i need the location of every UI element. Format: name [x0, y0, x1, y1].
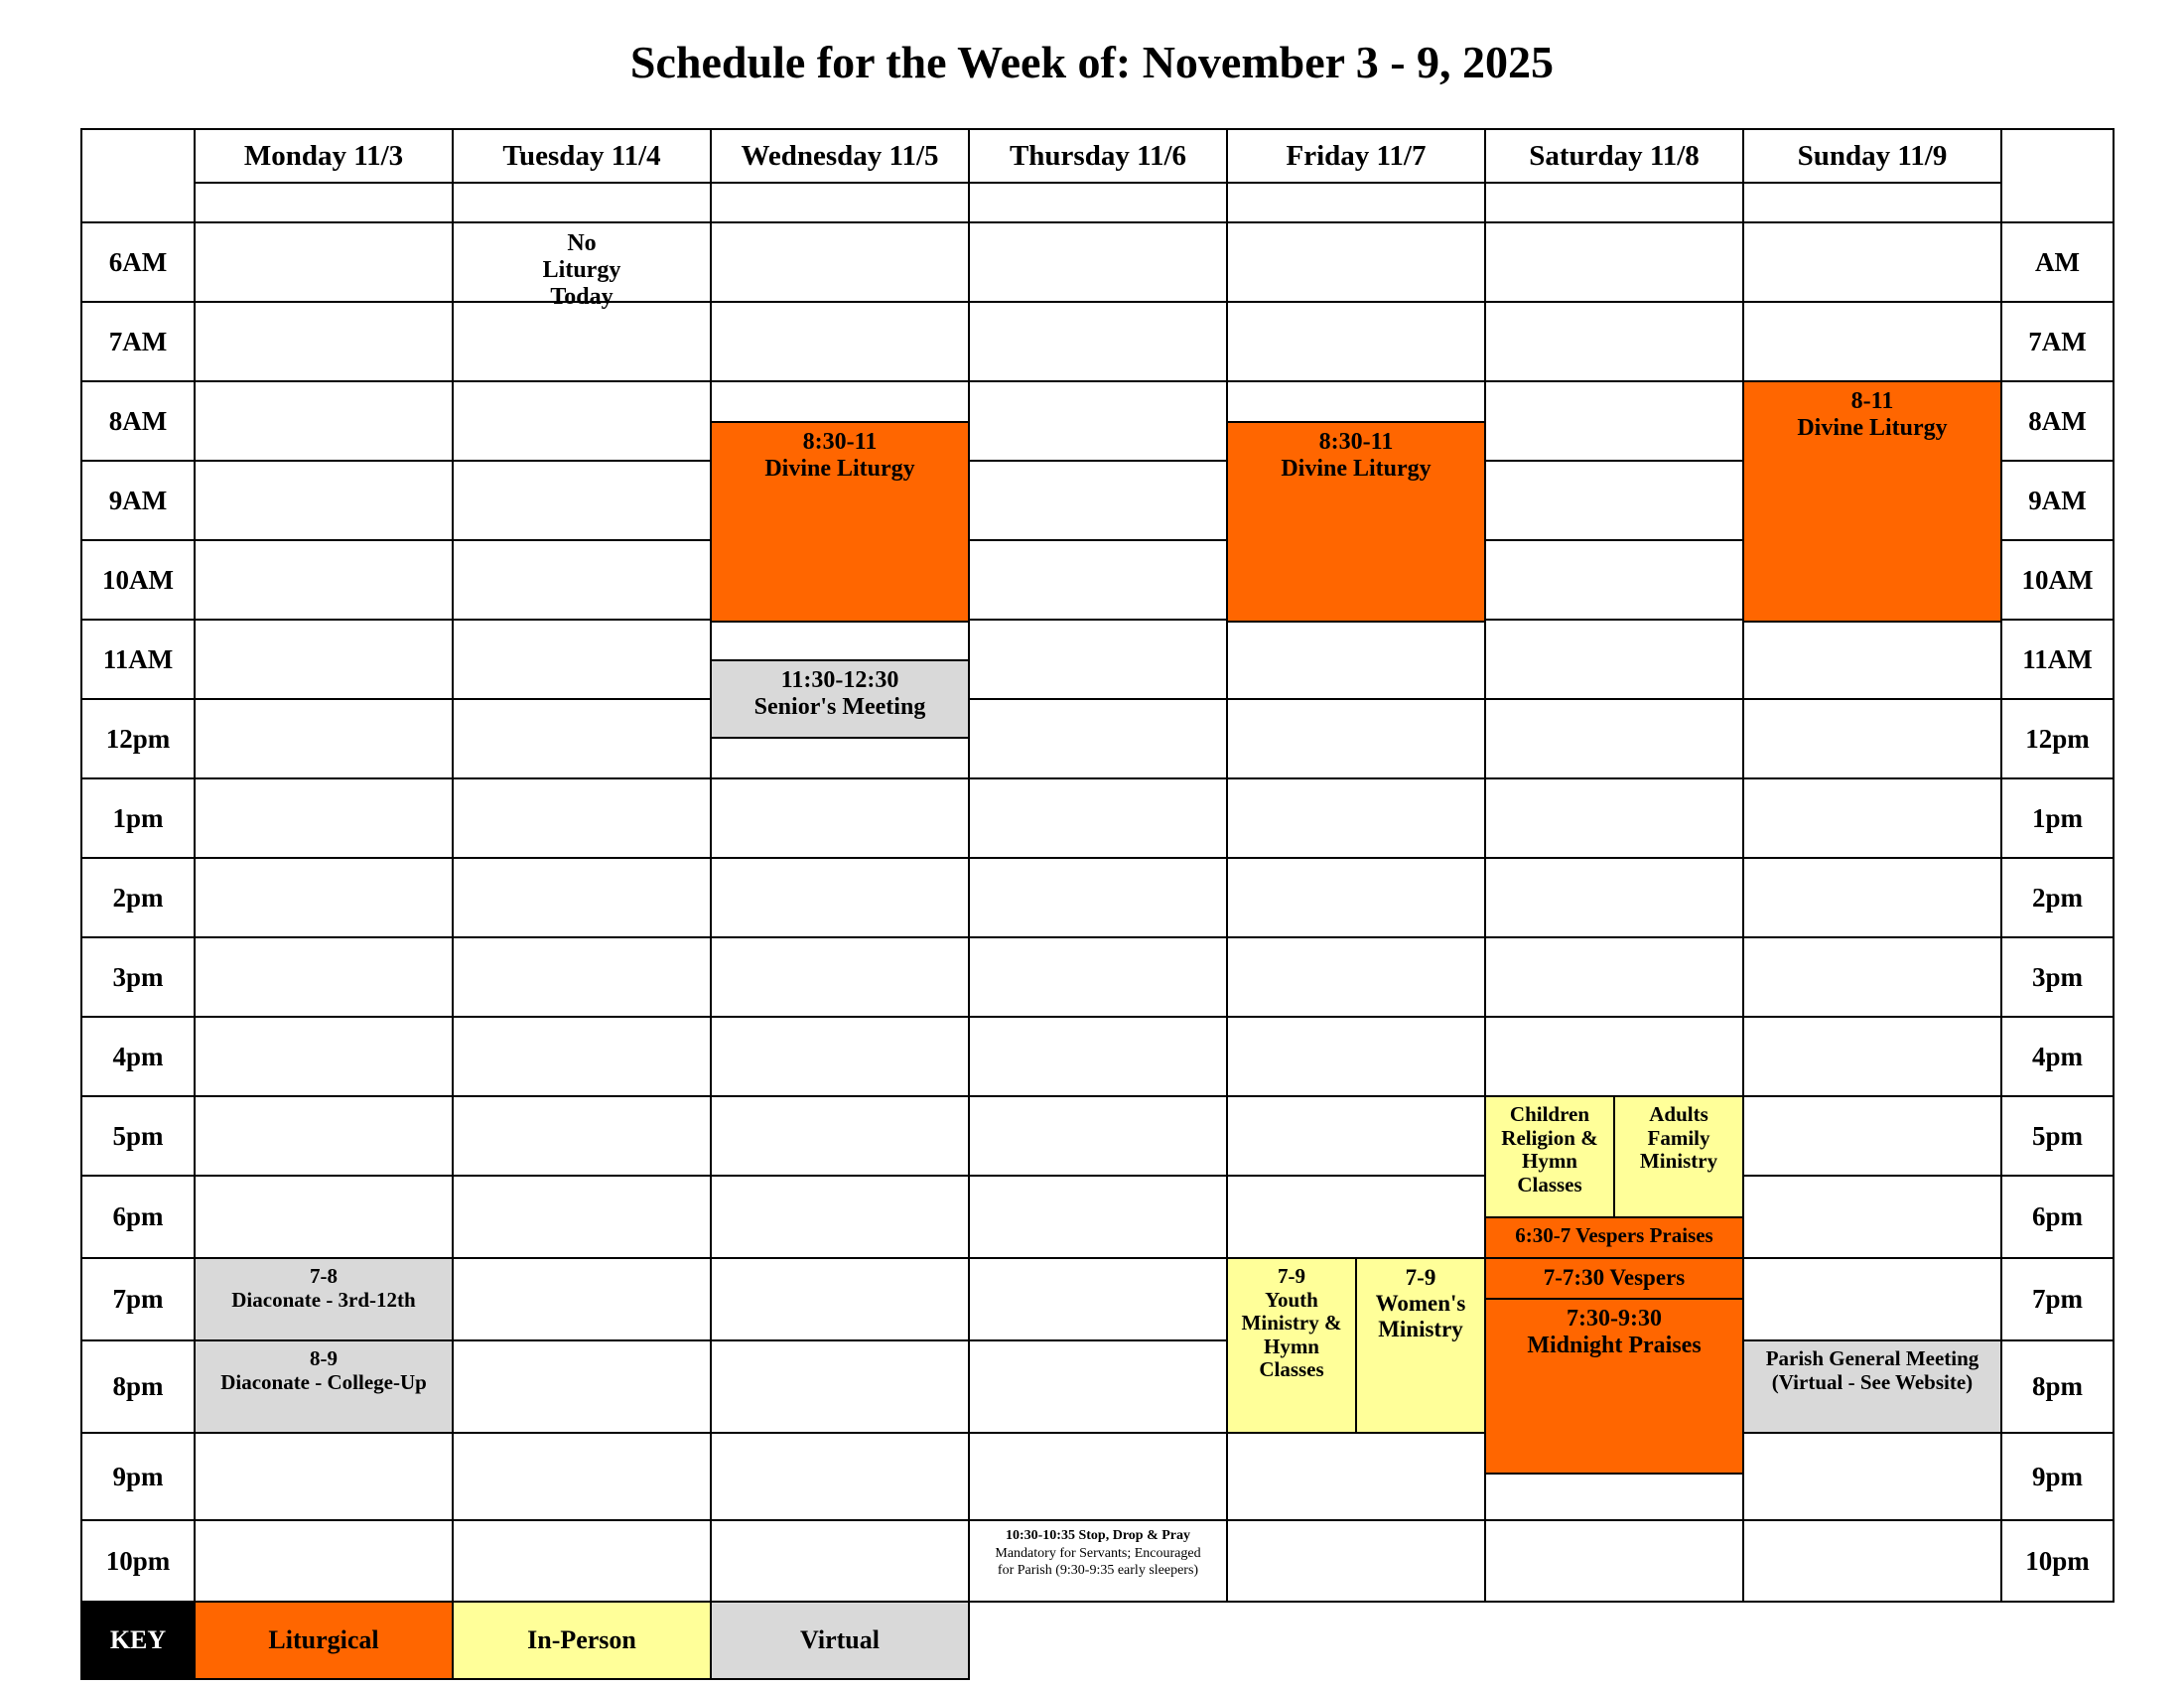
schedule-cell [1226, 1432, 1486, 1521]
schedule-cell [1226, 619, 1486, 700]
event-no-liturgy[interactable] [452, 224, 712, 344]
time-label-right: 7pm [2000, 1257, 2115, 1341]
schedule-cell [452, 1257, 712, 1341]
time-label-left: 10pm [80, 1519, 196, 1603]
time-label-left: 9AM [80, 460, 196, 541]
schedule-cell [452, 619, 712, 700]
schedule-cell [452, 1175, 712, 1259]
event-text-line: Religion & [1501, 1125, 1598, 1150]
event-text-line: Divine Liturgy [764, 455, 915, 482]
event-text-line: 7-9 [1405, 1265, 1436, 1290]
schedule-cell [1226, 1175, 1486, 1259]
time-label-right: 5pm [2000, 1095, 2115, 1177]
time-label-left: 10AM [80, 539, 196, 621]
event-text-line: 8-11 [1850, 388, 1894, 414]
schedule-cell [968, 1175, 1228, 1259]
time-label-right: 6pm [2000, 1175, 2115, 1259]
schedule-cell [968, 698, 1228, 779]
event-parish-meeting[interactable] [1742, 1339, 2002, 1434]
schedule-cell [194, 857, 454, 938]
event-text-line: Parish General Meeting [1765, 1346, 1979, 1370]
schedule-cell [194, 1095, 454, 1177]
schedule-cell [452, 1339, 712, 1434]
schedule-cell [1226, 1095, 1486, 1177]
schedule-cell [194, 221, 454, 303]
schedule-cell [1742, 221, 2002, 303]
schedule-cell [968, 221, 1228, 303]
time-label-right: 10AM [2000, 539, 2115, 621]
time-label-left: 4pm [80, 1016, 196, 1097]
event-text-line: 10:30-10:35 Stop, Drop & Pray [1005, 1528, 1190, 1543]
day-header: Friday 11/7 [1226, 128, 1486, 184]
event-text-line: Hymn [1521, 1149, 1577, 1174]
event-divine-liturgy-wed[interactable] [710, 421, 970, 623]
event-text-line: Youth [1265, 1287, 1318, 1312]
event-text-line: Women's [1375, 1290, 1466, 1316]
event-diaconate-3rd-12th[interactable] [194, 1257, 454, 1341]
key-liturgical: Liturgical [194, 1601, 454, 1680]
time-label-right: 3pm [2000, 936, 2115, 1018]
schedule-cell [710, 1519, 970, 1603]
schedule-cell [1484, 619, 1744, 700]
schedule-cell [194, 1016, 454, 1097]
day-subheader [1484, 182, 1744, 223]
time-label-left: 2pm [80, 857, 196, 938]
schedule-cell [1742, 777, 2002, 859]
event-text-line: 7-7:30 Vespers [1543, 1265, 1686, 1290]
event-midnight-praises[interactable] [1484, 1298, 1744, 1475]
event-text-line: 8:30-11 [802, 429, 878, 455]
event-divine-liturgy-sun[interactable] [1742, 380, 2002, 623]
event-text-line: 8:30-11 [1318, 429, 1394, 455]
schedule-cell [1484, 698, 1744, 779]
event-text-line: Hymn [1263, 1334, 1319, 1358]
key-in-person: In-Person [452, 1601, 712, 1680]
schedule-cell [1226, 1519, 1486, 1603]
time-label-right: 10pm [2000, 1519, 2115, 1603]
event-text-line: Classes [1517, 1172, 1582, 1196]
time-label-right: 2pm [2000, 857, 2115, 938]
schedule-cell [452, 1432, 712, 1521]
time-label-right: 8pm [2000, 1339, 2115, 1434]
time-label-left: 7pm [80, 1257, 196, 1341]
schedule-cell [452, 936, 712, 1018]
schedule-cell [968, 460, 1228, 541]
time-label-right: 11AM [2000, 619, 2115, 700]
schedule-cell [452, 1519, 712, 1603]
schedule-cell [710, 1339, 970, 1434]
time-label-right: 7AM [2000, 301, 2115, 382]
schedule-cell [452, 777, 712, 859]
schedule-cell [1742, 857, 2002, 938]
event-text-line: Midnight Praises [1527, 1332, 1702, 1358]
schedule-cell [968, 539, 1228, 621]
schedule-cell [194, 1175, 454, 1259]
time-label-left: 5pm [80, 1095, 196, 1177]
event-text-line: Divine Liturgy [1797, 414, 1948, 441]
event-text-line: Divine Liturgy [1281, 455, 1432, 482]
schedule-cell [1484, 1519, 1744, 1603]
schedule-cell [710, 936, 970, 1018]
time-label-left: 9pm [80, 1432, 196, 1521]
day-subheader [194, 182, 454, 223]
header-corner-right [2000, 128, 2115, 223]
schedule-cell [968, 777, 1228, 859]
day-subheader [1742, 182, 2002, 223]
schedule-cell [194, 460, 454, 541]
schedule-cell [1226, 301, 1486, 382]
schedule-cell [1226, 698, 1486, 779]
time-label-left: 8AM [80, 380, 196, 462]
time-label-right: AM [2000, 221, 2115, 303]
schedule-cell [452, 1016, 712, 1097]
schedule-cell [452, 1095, 712, 1177]
schedule-cell [194, 1432, 454, 1521]
time-label-left: 12pm [80, 698, 196, 779]
day-header: Monday 11/3 [194, 128, 454, 184]
schedule-cell [1742, 1175, 2002, 1259]
time-label-left: 7AM [80, 301, 196, 382]
schedule-cell [1742, 1095, 2002, 1177]
schedule-cell [968, 1257, 1228, 1341]
schedule-cell [1484, 1016, 1744, 1097]
event-text-line: 11:30-12:30 [780, 667, 899, 693]
event-text-line: Ministry [1378, 1316, 1463, 1341]
schedule-cell [1742, 936, 2002, 1018]
schedule-cell [1742, 1257, 2002, 1341]
schedule-cell [1226, 1016, 1486, 1097]
schedule-cell [1742, 619, 2002, 700]
schedule-cell [710, 1432, 970, 1521]
schedule-cell [194, 698, 454, 779]
event-text-line: Senior's Meeting [753, 693, 926, 720]
event-stop-drop-pray[interactable] [968, 1523, 1228, 1599]
schedule-cell [1742, 1432, 2002, 1521]
event-text-line: Ministry & [1241, 1311, 1342, 1336]
day-subheader [452, 182, 712, 223]
schedule-cell [710, 1257, 970, 1341]
time-label-right: 9AM [2000, 460, 2115, 541]
schedule-cell [1742, 1016, 2002, 1097]
event-children-religion[interactable] [1484, 1095, 1615, 1218]
schedule-cell [968, 1095, 1228, 1177]
event-text-line: (Virtual - See Website) [1771, 1369, 1974, 1394]
event-text-line: 7-9 [1278, 1264, 1305, 1288]
time-label-left: 8pm [80, 1339, 196, 1434]
schedule-cell [1226, 936, 1486, 1018]
schedule-cell [710, 301, 970, 382]
time-label-right: 8AM [2000, 380, 2115, 462]
schedule-cell [452, 698, 712, 779]
schedule-cell [710, 1016, 970, 1097]
day-header: Sunday 11/9 [1742, 128, 2002, 184]
schedule-cell [1484, 777, 1744, 859]
time-label-right: 4pm [2000, 1016, 2115, 1097]
event-text-line: Diaconate - College-Up [220, 1369, 427, 1394]
event-vespers-praises[interactable] [1484, 1216, 1744, 1259]
schedule-cell [194, 301, 454, 382]
event-youth-ministry[interactable] [1226, 1257, 1357, 1434]
event-text-line: No [567, 230, 597, 256]
event-text-line: Mandatory for Servants; Encouraged [995, 1545, 1201, 1561]
page-title: Schedule for the Week of: November 3 - 9, 2025 [629, 37, 1555, 87]
schedule-cell [194, 619, 454, 700]
schedule-cell [968, 301, 1228, 382]
event-text-line: 7:30-9:30 [1567, 1306, 1662, 1332]
time-label-left: 1pm [80, 777, 196, 859]
schedule-cell [452, 380, 712, 462]
event-text-line: Classes [1259, 1357, 1324, 1382]
event-text-line: Today [550, 283, 614, 310]
schedule-cell [968, 1339, 1228, 1434]
time-label-right: 12pm [2000, 698, 2115, 779]
event-text-line: 6:30-7 Vespers Praises [1515, 1223, 1713, 1247]
event-text-line: Ministry [1639, 1149, 1718, 1174]
time-label-right: 9pm [2000, 1432, 2115, 1521]
schedule-cell [1484, 539, 1744, 621]
event-divine-liturgy-fri[interactable] [1226, 421, 1486, 623]
schedule-cell [1742, 1519, 2002, 1603]
schedule-cell [1484, 936, 1744, 1018]
schedule-cell [710, 777, 970, 859]
event-text-line: for Parish (9:30-9:35 early sleepers) [997, 1563, 1199, 1578]
event-text-line: Liturgy [542, 256, 621, 283]
schedule-cell [968, 619, 1228, 700]
schedule-cell [1484, 857, 1744, 938]
event-diaconate-college-up[interactable] [194, 1339, 454, 1434]
schedule-cell [194, 380, 454, 462]
schedule-cell [1226, 857, 1486, 938]
schedule-cell [710, 1175, 970, 1259]
schedule-cell [452, 857, 712, 938]
event-vespers[interactable] [1484, 1257, 1744, 1300]
schedule-cell [1484, 460, 1744, 541]
schedule-cell [1742, 301, 2002, 382]
header-corner-left [80, 128, 196, 223]
time-label-left: 3pm [80, 936, 196, 1018]
time-label-left: 11AM [80, 619, 196, 700]
schedule-cell [194, 777, 454, 859]
key-virtual: Virtual [710, 1601, 970, 1680]
schedule-cell [968, 1016, 1228, 1097]
schedule-cell [1484, 221, 1744, 303]
event-seniors-meeting[interactable] [710, 659, 970, 739]
event-womens-ministry[interactable] [1355, 1257, 1486, 1434]
schedule-cell [194, 936, 454, 1018]
day-header: Thursday 11/6 [968, 128, 1228, 184]
schedule-cell [1226, 777, 1486, 859]
event-text-line: Adults [1649, 1102, 1708, 1126]
schedule-cell [1484, 380, 1744, 462]
event-text-line: Family [1647, 1125, 1710, 1150]
schedule-cell [452, 539, 712, 621]
schedule-cell [1742, 698, 2002, 779]
day-subheader [1226, 182, 1486, 223]
schedule-cell [194, 539, 454, 621]
time-label-right: 1pm [2000, 777, 2115, 859]
event-text-line: Diaconate - 3rd-12th [231, 1287, 416, 1312]
schedule-cell [968, 857, 1228, 938]
day-header: Wednesday 11/5 [710, 128, 970, 184]
day-subheader [710, 182, 970, 223]
event-adults-family[interactable] [1613, 1095, 1744, 1218]
schedule-cell [452, 460, 712, 541]
event-text-line: Children [1509, 1102, 1590, 1126]
schedule-cell [710, 857, 970, 938]
event-text-line: 8-9 [310, 1346, 338, 1370]
time-label-left: 6AM [80, 221, 196, 303]
schedule-cell [968, 380, 1228, 462]
schedule-cell [1226, 221, 1486, 303]
key-label: KEY [80, 1601, 196, 1680]
day-subheader [968, 182, 1228, 223]
time-label-left: 6pm [80, 1175, 196, 1259]
day-header: Saturday 11/8 [1484, 128, 1744, 184]
schedule-cell [968, 1432, 1228, 1521]
schedule-cell [710, 1095, 970, 1177]
day-header: Tuesday 11/4 [452, 128, 712, 184]
schedule-cell [194, 1519, 454, 1603]
event-text-line: 7-8 [310, 1264, 338, 1288]
schedule-cell [710, 221, 970, 303]
schedule-cell [968, 936, 1228, 1018]
schedule-cell [1484, 301, 1744, 382]
